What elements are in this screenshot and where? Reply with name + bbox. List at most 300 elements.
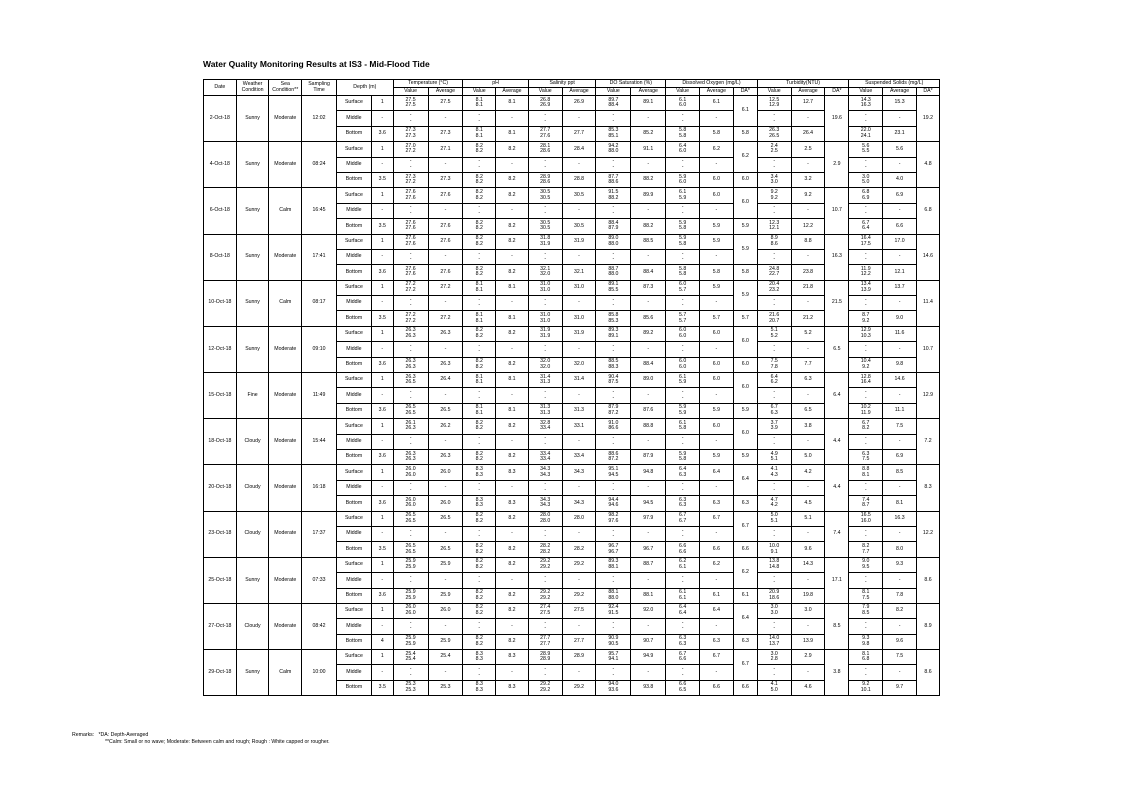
turb-value-cell: [757, 296, 791, 311]
do-value: 5.9: [679, 235, 687, 242]
level-cell: Surface: [336, 650, 371, 665]
ph-value-cell: [463, 126, 496, 141]
depth-cell: -: [371, 249, 393, 264]
ph-value: 8.2: [475, 240, 483, 247]
dosat-value: -: [612, 117, 615, 124]
weather-cell: Cloudy: [236, 465, 269, 511]
do-value: -: [681, 296, 684, 303]
ss-value: 5.0: [862, 179, 870, 186]
sal-value-cell: [528, 403, 562, 418]
dosat-average-cell: 94.5: [631, 496, 666, 511]
ph-average-cell: 8.2: [496, 419, 529, 434]
depth-cell: 3.6: [371, 126, 393, 141]
sal-value: 29.2: [540, 558, 551, 565]
level-cell: Surface: [336, 557, 371, 572]
temp-value-cell: [393, 311, 428, 326]
ss-value-cell: [849, 526, 883, 541]
sal-value-cell: [528, 203, 562, 218]
dosat-value: 88.4: [608, 219, 619, 226]
ss-average-cell: 7.8: [883, 588, 917, 603]
dosat-value: 88.3: [608, 363, 619, 370]
do-da-cell: 5.8: [733, 126, 757, 141]
do-value-cell: [666, 634, 700, 649]
ph-average-cell: 8.2: [496, 449, 529, 464]
temp-average-cell: 26.5: [428, 511, 463, 526]
sal-value: 32.8: [540, 419, 551, 426]
temp-value-cell: [393, 542, 428, 557]
sal-value: 27.6: [540, 132, 551, 139]
sal-value: 28.6: [540, 179, 551, 186]
ph-value-cell: [463, 311, 496, 326]
turb-value: -: [773, 250, 776, 257]
ss-value: -: [864, 389, 867, 396]
sal-average-cell: -: [562, 157, 596, 172]
do-da-cell: 6.7: [733, 511, 757, 542]
temp-value: 27.6: [405, 225, 416, 232]
sal-value: 29.2: [540, 681, 551, 688]
dosat-value-cell: [596, 419, 631, 434]
dosat-value-cell: [596, 234, 631, 249]
ss-average-cell: 7.5: [883, 419, 917, 434]
turb-value: 6.7: [770, 404, 778, 411]
ph-value: -: [478, 573, 481, 580]
sal-value: -: [544, 440, 547, 447]
temp-value-cell: [393, 111, 428, 126]
ss-value-cell: [849, 357, 883, 372]
do-average-cell: -: [700, 480, 734, 495]
do-average-cell: 6.0: [700, 357, 734, 372]
date-cell: 25-Oct-18: [204, 557, 237, 603]
do-value-cell: [666, 573, 700, 588]
level-cell: Middle: [336, 388, 371, 403]
ph-value: 8.2: [475, 142, 483, 149]
sal-value: 30.5: [540, 225, 551, 232]
temp-average-cell: -: [428, 203, 463, 218]
table-row: [204, 511, 940, 526]
depth-cell: -: [371, 619, 393, 634]
ss-average-cell: -: [883, 111, 917, 126]
dosat-value-cell: [596, 157, 631, 172]
sal-value: 28.1: [540, 142, 551, 149]
sal-average-cell: 33.4: [562, 449, 596, 464]
dosat-average-cell: 91.1: [631, 142, 666, 157]
turb-average-cell: -: [791, 619, 825, 634]
ss-value: -: [864, 625, 867, 632]
ph-value: -: [478, 296, 481, 303]
dosat-average-cell: 88.4: [631, 357, 666, 372]
turb-value: -: [773, 573, 776, 580]
do-da-cell: 5.9: [733, 219, 757, 234]
temp-average-cell: 27.3: [428, 172, 463, 187]
ph-average-cell: 8.3: [496, 680, 529, 695]
turb-value: 3.0: [770, 610, 778, 617]
sampling-time-cell: 08:17: [302, 280, 337, 326]
turbidity-da-cell: 3.8: [825, 650, 849, 696]
turb-value: 23.2: [769, 286, 780, 293]
ss-average-cell: -: [883, 665, 917, 680]
dosat-value: 95.1: [608, 465, 619, 472]
temp-value: 27.6: [405, 265, 416, 272]
sal-value: 27.4: [540, 604, 551, 611]
ph-average-cell: 8.2: [496, 172, 529, 187]
ph-value-cell: [463, 511, 496, 526]
do-da-cell: 6.1: [733, 588, 757, 603]
do-average-cell: -: [700, 526, 734, 541]
turb-value-cell: [757, 203, 791, 218]
turb-average-cell: 5.0: [791, 449, 825, 464]
dosat-average-cell: 85.2: [631, 126, 666, 141]
temp-value: 26.3: [405, 373, 416, 380]
turb-value: 20.4: [769, 281, 780, 288]
do-da-cell: 6.0: [733, 172, 757, 187]
ph-value: 8.2: [475, 635, 483, 642]
turb-value: 4.9: [770, 450, 778, 457]
table-row: [204, 650, 940, 665]
ph-value: -: [478, 204, 481, 211]
turb-value-cell: [757, 234, 791, 249]
level-cell: Bottom: [336, 588, 371, 603]
sal-value-cell: [528, 265, 562, 280]
ss-da-cell: 6.8: [916, 188, 939, 234]
sal-average-cell: -: [562, 573, 596, 588]
turb-value: 4.2: [770, 502, 778, 509]
ph-value-cell: [463, 280, 496, 295]
temp-value-cell: [393, 665, 428, 680]
sal-average-cell: -: [562, 111, 596, 126]
dosat-value-cell: [596, 542, 631, 557]
dosat-value: -: [612, 389, 615, 396]
sal-average-cell: 27.7: [562, 634, 596, 649]
turb-average-cell: 12.7: [791, 96, 825, 111]
ss-average-cell: -: [883, 342, 917, 357]
ph-value: -: [478, 302, 481, 309]
temp-value: 26.5: [405, 379, 416, 386]
dosat-average-cell: 89.2: [631, 326, 666, 341]
header-ph: pH: [463, 80, 528, 88]
sal-value: -: [544, 250, 547, 257]
ss-value: 7.4: [862, 496, 870, 503]
do-value: 6.4: [679, 604, 687, 611]
depth-cell: -: [371, 203, 393, 218]
sal-value: 32.0: [540, 358, 551, 365]
turb-value-cell: [757, 96, 791, 111]
ph-value: 8.1: [475, 127, 483, 134]
do-average-cell: -: [700, 665, 734, 680]
do-value-cell: [666, 357, 700, 372]
sal-value: 31.9: [540, 240, 551, 247]
ph-value: 8.1: [475, 132, 483, 139]
ss-value-cell: [849, 419, 883, 434]
turb-average-cell: 19.8: [791, 588, 825, 603]
do-average-cell: -: [700, 296, 734, 311]
sal-value: 34.3: [540, 502, 551, 509]
do-value: -: [681, 158, 684, 165]
sal-average-cell: -: [562, 480, 596, 495]
depth-cell: 3.5: [371, 311, 393, 326]
turb-average-cell: -: [791, 573, 825, 588]
ph-value-cell: [463, 496, 496, 511]
dosat-value: 85.3: [608, 127, 619, 134]
turb-average-cell: 4.5: [791, 496, 825, 511]
temp-value: 27.3: [405, 127, 416, 134]
do-value-cell: [666, 619, 700, 634]
temp-value-cell: [393, 573, 428, 588]
turb-average-cell: 4.2: [791, 465, 825, 480]
temp-value: -: [409, 111, 412, 118]
turbidity-da-cell: 17.1: [825, 557, 849, 603]
turb-value-cell: [757, 634, 791, 649]
do-value: 5.7: [679, 286, 687, 293]
ph-value: 8.2: [475, 419, 483, 426]
table-row: [204, 234, 940, 249]
do-value: -: [681, 204, 684, 211]
sal-value: 27.5: [540, 610, 551, 617]
ph-value: -: [478, 435, 481, 442]
ph-value: 8.2: [475, 271, 483, 278]
turb-value: 6.2: [770, 379, 778, 386]
do-value: 5.9: [679, 219, 687, 226]
ss-value: 7.9: [862, 604, 870, 611]
dosat-value: 90.4: [608, 373, 619, 380]
dosat-average-cell: -: [631, 665, 666, 680]
sal-value: 33.4: [540, 450, 551, 457]
do-value: 5.8: [679, 425, 687, 432]
sea-condition-cell: Moderate: [269, 603, 302, 649]
ph-value-cell: [463, 157, 496, 172]
depth-cell: 1: [371, 603, 393, 618]
temp-value-cell: [393, 357, 428, 372]
dosat-average-cell: -: [631, 480, 666, 495]
dosat-value: -: [612, 296, 615, 303]
dosat-value-cell: [596, 650, 631, 665]
depth-cell: -: [371, 157, 393, 172]
turb-average-cell: 7.7: [791, 357, 825, 372]
sal-average-cell: 30.5: [562, 219, 596, 234]
ph-average-cell: -: [496, 388, 529, 403]
dosat-average-cell: -: [631, 249, 666, 264]
turb-value-cell: [757, 142, 791, 157]
do-value-cell: [666, 511, 700, 526]
temp-value: -: [409, 342, 412, 349]
ss-value: -: [864, 486, 867, 493]
sal-value-cell: [528, 142, 562, 157]
ss-value: 9.3: [862, 635, 870, 642]
depth-cell: 3.6: [371, 496, 393, 511]
sal-average-cell: -: [562, 342, 596, 357]
ss-da-cell: 12.9: [916, 373, 939, 419]
turb-value-cell: [757, 249, 791, 264]
do-value: 6.0: [679, 363, 687, 370]
do-value: -: [681, 579, 684, 586]
subheader-value-4: Value: [528, 88, 562, 96]
do-average-cell: -: [700, 434, 734, 449]
depth-cell: -: [371, 342, 393, 357]
sal-average-cell: -: [562, 249, 596, 264]
depth-cell: 1: [371, 465, 393, 480]
do-value: 6.1: [679, 419, 687, 426]
sal-average-cell: 27.5: [562, 603, 596, 618]
depth-cell: 1: [371, 96, 393, 111]
ph-average-cell: 8.1: [496, 126, 529, 141]
ss-value-cell: [849, 111, 883, 126]
ss-average-cell: 23.1: [883, 126, 917, 141]
dosat-average-cell: 85.6: [631, 311, 666, 326]
do-value-cell: [666, 434, 700, 449]
depth-cell: 1: [371, 234, 393, 249]
ss-value-cell: [849, 373, 883, 388]
do-average-cell: -: [700, 619, 734, 634]
turb-value-cell: [757, 449, 791, 464]
turb-value: -: [773, 256, 776, 263]
sal-value-cell: [528, 588, 562, 603]
ss-value-cell: [849, 280, 883, 295]
dosat-value-cell: [596, 373, 631, 388]
sal-value-cell: [528, 249, 562, 264]
turb-value-cell: [757, 526, 791, 541]
depth-cell: -: [371, 296, 393, 311]
sal-value: -: [544, 111, 547, 118]
ss-average-cell: -: [883, 573, 917, 588]
sal-average-cell: 34.3: [562, 465, 596, 480]
turb-value: 12.9: [769, 102, 780, 109]
sal-value-cell: [528, 234, 562, 249]
ss-value: 8.2: [862, 425, 870, 432]
do-average-cell: 6.7: [700, 650, 734, 665]
dosat-value: -: [612, 348, 615, 355]
turb-value-cell: [757, 480, 791, 495]
temp-average-cell: 26.0: [428, 603, 463, 618]
sea-condition-cell: Moderate: [269, 511, 302, 557]
ph-value: 8.3: [475, 465, 483, 472]
ph-average-cell: 8.3: [496, 465, 529, 480]
dosat-average-cell: -: [631, 388, 666, 403]
do-value-cell: [666, 157, 700, 172]
turb-value: -: [773, 163, 776, 170]
turb-value: -: [773, 204, 776, 211]
sal-value-cell: [528, 311, 562, 326]
turb-value: 3.0: [770, 179, 778, 186]
turb-value-cell: [757, 373, 791, 388]
ph-average-cell: -: [496, 434, 529, 449]
ph-average-cell: 8.2: [496, 603, 529, 618]
ss-average-cell: 8.2: [883, 603, 917, 618]
turb-value: 4.1: [770, 465, 778, 472]
ss-value-cell: [849, 603, 883, 618]
do-value: 5.8: [679, 132, 687, 139]
sal-average-cell: -: [562, 619, 596, 634]
dosat-value: 88.2: [608, 194, 619, 201]
ph-value-cell: [463, 557, 496, 572]
ss-value: 10.4: [860, 358, 871, 365]
sal-value: 31.8: [540, 235, 551, 242]
do-da-cell: 5.9: [733, 280, 757, 311]
dosat-average-cell: 87.3: [631, 280, 666, 295]
turb-average-cell: 14.3: [791, 557, 825, 572]
ph-average-cell: 8.2: [496, 357, 529, 372]
turb-value: 22.7: [769, 271, 780, 278]
ph-average-cell: -: [496, 203, 529, 218]
turb-value-cell: [757, 650, 791, 665]
turb-average-cell: 2.5: [791, 142, 825, 157]
temp-value: 26.3: [405, 456, 416, 463]
sampling-time-cell: 16:45: [302, 188, 337, 234]
ph-value-cell: [463, 419, 496, 434]
temp-average-cell: 26.4: [428, 373, 463, 388]
sal-value-cell: [528, 619, 562, 634]
do-value: 5.7: [679, 312, 687, 319]
dosat-value: -: [612, 435, 615, 442]
ss-value: 24.1: [860, 132, 871, 139]
dosat-value: 88.6: [608, 179, 619, 186]
header-do-saturation: DO Saturation (%): [596, 80, 666, 88]
ss-value: -: [864, 666, 867, 673]
ss-average-cell: 9.8: [883, 357, 917, 372]
sal-average-cell: -: [562, 434, 596, 449]
turb-value-cell: [757, 311, 791, 326]
do-value: 6.0: [679, 148, 687, 155]
do-value: -: [681, 394, 684, 401]
ss-value: -: [864, 619, 867, 626]
date-cell: 18-Oct-18: [204, 419, 237, 465]
sal-value-cell: [528, 573, 562, 588]
sal-value-cell: [528, 557, 562, 572]
do-value: 6.0: [679, 327, 687, 334]
dosat-average-cell: 89.1: [631, 96, 666, 111]
temp-value: 27.2: [405, 286, 416, 293]
ph-average-cell: -: [496, 619, 529, 634]
temp-value-cell: [393, 126, 428, 141]
level-cell: Middle: [336, 665, 371, 680]
dosat-value: -: [612, 527, 615, 534]
sal-value: -: [544, 204, 547, 211]
subheader-average-12: Average: [791, 88, 825, 96]
do-value: -: [681, 111, 684, 118]
sal-value: -: [544, 296, 547, 303]
dosat-value: 94.1: [608, 656, 619, 663]
turb-average-cell: 3.8: [791, 419, 825, 434]
subheader-value-11: Value: [757, 88, 791, 96]
weather-cell: Sunny: [236, 188, 269, 234]
turb-value-cell: [757, 111, 791, 126]
turb-average-cell: -: [791, 388, 825, 403]
temp-value: 26.3: [405, 363, 416, 370]
turb-average-cell: -: [791, 434, 825, 449]
turb-value: 20.9: [769, 589, 780, 596]
level-cell: Middle: [336, 619, 371, 634]
date-cell: 4-Oct-18: [204, 142, 237, 188]
do-value: 6.3: [679, 640, 687, 647]
temp-value-cell: [393, 680, 428, 695]
ph-value: 8.3: [475, 656, 483, 663]
dosat-value-cell: [596, 265, 631, 280]
temp-average-cell: 26.3: [428, 449, 463, 464]
turb-value: -: [773, 481, 776, 488]
ss-value-cell: [849, 219, 883, 234]
do-average-cell: 6.6: [700, 542, 734, 557]
date-cell: 6-Oct-18: [204, 188, 237, 234]
depth-cell: 3.6: [371, 357, 393, 372]
ss-average-cell: 5.6: [883, 142, 917, 157]
level-cell: Surface: [336, 603, 371, 618]
dosat-value: 91.5: [608, 610, 619, 617]
sea-condition-cell: Calm: [269, 188, 302, 234]
sal-value: -: [544, 671, 547, 678]
temp-value: 26.0: [405, 465, 416, 472]
turb-average-cell: -: [791, 111, 825, 126]
sampling-time-cell: 12:02: [302, 96, 337, 142]
dosat-value-cell: [596, 296, 631, 311]
level-cell: Bottom: [336, 680, 371, 695]
